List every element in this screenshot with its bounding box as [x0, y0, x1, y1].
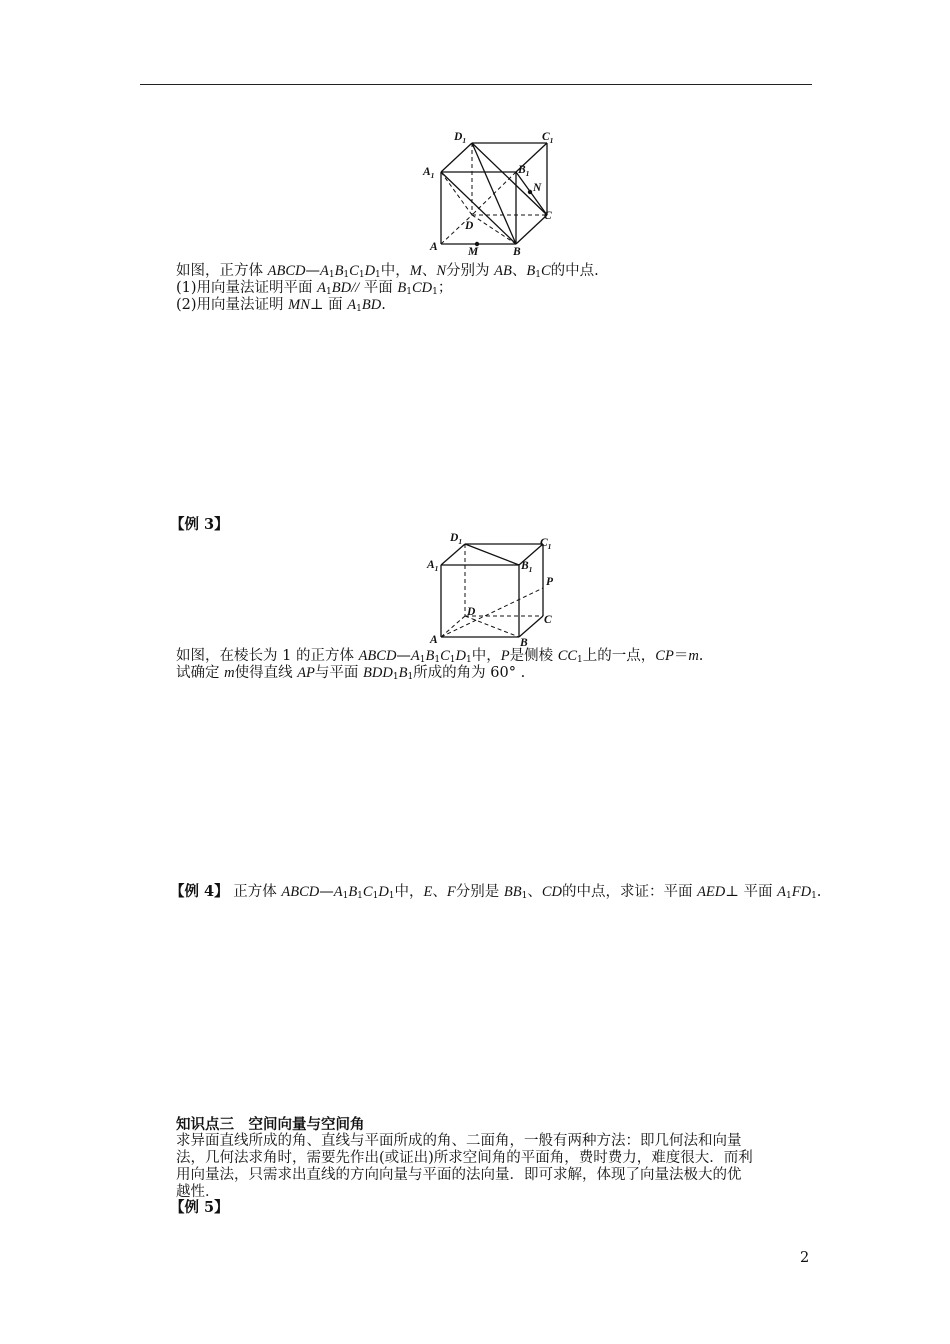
label-a1: $A_1$: [423, 166, 435, 180]
label-d: D: [467, 606, 476, 618]
example-2-question-1: (1)用向量法证明平面 $A_1BD//$ 平面 $B_1CD_1$；: [176, 280, 453, 297]
hidden-diag: [441, 172, 472, 215]
label-b1: $B_1$: [521, 560, 533, 574]
label-p: P: [546, 576, 554, 588]
page-number: 2: [800, 1250, 810, 1266]
example-2-intro: 如图，正方体 $ABCD—A_1B_1C_1D_1$中，M、N分别为 AB、$B_1C$的中点.: [176, 263, 599, 280]
label-c1: $C_1$: [542, 131, 554, 145]
label-n: N: [533, 182, 542, 194]
label-d1: $D_1$: [454, 131, 467, 145]
label-a1: $A_1$: [427, 559, 439, 573]
label-d1: $D_1$: [450, 532, 463, 546]
hidden-edge: [441, 616, 465, 637]
header-rule: [140, 84, 812, 85]
point-n: [528, 190, 532, 194]
edge: [519, 616, 543, 637]
label-b1: $B_1$: [518, 164, 530, 178]
example-3-line-2: 试确定 m使得直线 AP与平面 $BDD_1B_1$所成的角为 60° .: [176, 665, 526, 682]
example-4-tag: 【例 4】: [170, 883, 229, 900]
label-a: A: [430, 634, 438, 646]
edge: [441, 143, 472, 172]
example-4: 【例 4】 正方体 $ABCD—A_1B_1C_1D_1$中，E、F分别是 $BB_1$、CD的中点，求证：平面 AED⊥ 平面 $A_1FD_1$.: [170, 883, 822, 901]
label-m: M: [468, 246, 479, 258]
section-3-line-1: 求异面直线所成的角、直线与平面所成的角、二面角，一般有两种方法：即几何法和向量: [176, 1133, 742, 1149]
label-c: C: [544, 614, 552, 626]
hidden-diag: [472, 172, 516, 215]
label-c1: $C_1$: [540, 537, 552, 551]
edge: [516, 215, 547, 244]
section-3-line-2: 法，几何法求角时，需要先作出(或证出)所求空间角的平面角，费时费力，难度很大．而利: [176, 1150, 753, 1166]
diag-d1b1: [465, 544, 519, 565]
section-3-heading: 知识点三 空间向量与空间角: [176, 1116, 365, 1133]
cube-figure-1: [420, 128, 570, 260]
label-b: B: [513, 246, 521, 258]
example-2-question-2: (2)用向量法证明 MN⊥ 面 $A_1BD$.: [176, 297, 386, 314]
edge: [441, 544, 465, 565]
label-a: A: [430, 241, 438, 253]
example-5-tag: 【例 5】: [170, 1199, 229, 1216]
section-3-line-4: 越性．: [176, 1184, 220, 1200]
example-3-line-1: 如图，在棱长为 1 的正方体 $ABCD—A_1B_1C_1D_1$中，P是侧棱 $CC_1$上的一点，CP＝m.: [176, 648, 704, 665]
cube-figure-2: [420, 528, 570, 648]
label-d: D: [465, 220, 474, 232]
hidden-diag-db: [465, 616, 519, 637]
label-b: B: [520, 637, 528, 648]
label-c: C: [544, 210, 552, 222]
section-3-line-3: 用向量法，只需求出直线的方向向量与平面的法向量．即可求解，体现了向量法极大的优: [176, 1167, 742, 1183]
example-3-tag: 【例 3】: [170, 516, 229, 533]
